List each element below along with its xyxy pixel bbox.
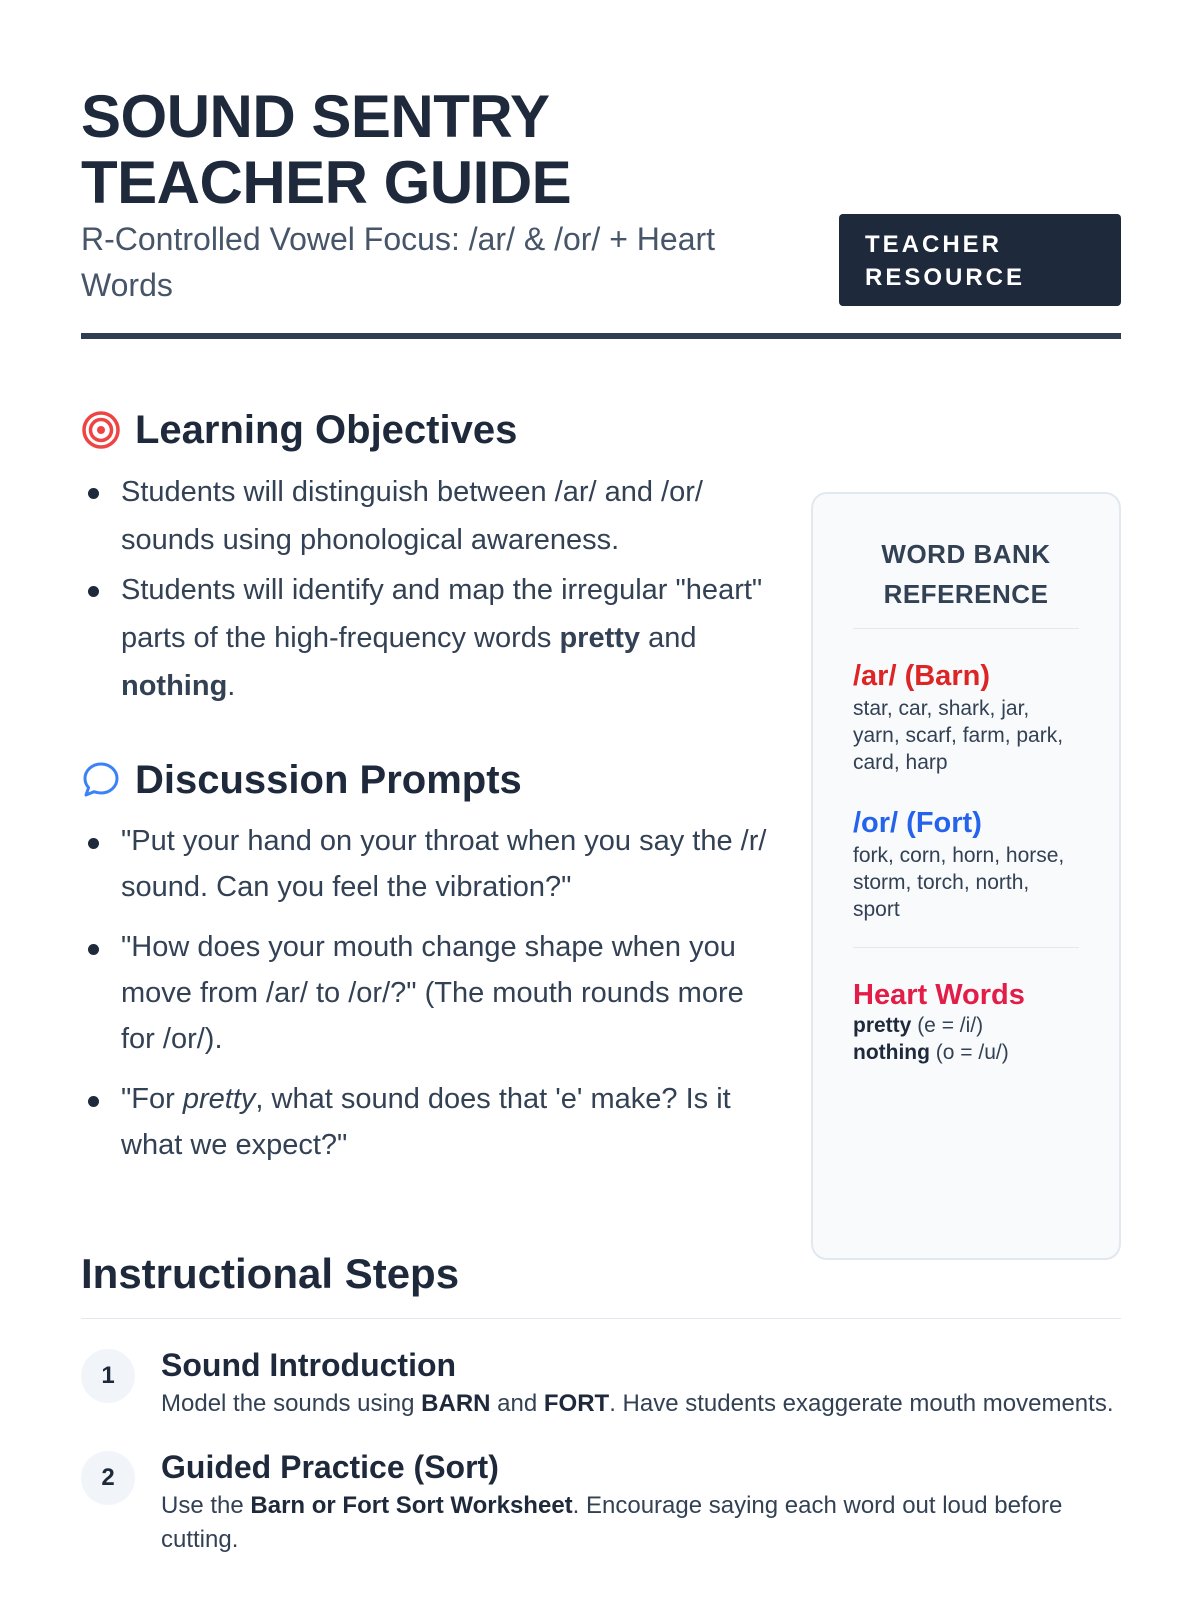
objective-text: Students will distinguish between /ar/ and /or/ sounds using phonological awareness. (121, 476, 703, 556)
teacher-resource-badge: TEACHER RESOURCE (839, 214, 1121, 306)
objectives-title: Learning Objectives (135, 407, 518, 452)
ar-word-list: star, car, shark, jar, yarn, scarf, farm, park, card, harp (853, 697, 1064, 774)
heart-word-group (853, 978, 1079, 1066)
step-description (161, 1489, 1121, 1557)
step-keyword: Barn or Fort Sort Worksheet (250, 1492, 573, 1519)
prompt-text-end: , what sound does that 'e' make? Is it what we expect?" (121, 1083, 731, 1161)
prompt-text: "Put your hand on your throat when you say the /r/ sound. Can you feel the vibration?" (121, 825, 767, 903)
bullet-icon (88, 944, 99, 955)
list-item (81, 924, 771, 1062)
discussion-heading (81, 754, 771, 806)
step-text: . Have students exaggerate mouth movements. (609, 1390, 1114, 1417)
step-keyword: FORT (543, 1390, 610, 1417)
step-number-badge: 2 (81, 1451, 135, 1505)
main-content (81, 404, 1121, 1174)
or-word-group (853, 806, 1079, 923)
list-item (81, 1076, 771, 1168)
heart-word-entry (853, 1012, 1079, 1039)
discussion-title: Discussion Prompts (135, 757, 522, 802)
step-text: Model the sounds using (161, 1390, 422, 1417)
discussion-list (81, 818, 771, 1168)
step-item (81, 1445, 1121, 1557)
list-item (81, 468, 771, 564)
objective-text-end: . (227, 670, 236, 702)
heart-word-entry (853, 1039, 1079, 1066)
list-item (81, 818, 771, 910)
step-number-badge: 1 (81, 1349, 135, 1403)
heart-word-pretty: pretty (559, 622, 641, 654)
header-divider (81, 333, 1121, 339)
left-column (81, 404, 771, 1182)
page-title: SOUND SENTRY TEACHER GUIDE (81, 83, 572, 216)
word-bank-card (811, 492, 1121, 1260)
list-item (81, 566, 771, 710)
objectives-list (81, 468, 771, 710)
objective-text-start: Students will identify and map the irregular "heart" parts of the high-frequency words (121, 574, 763, 654)
steps-heading: Instructional Steps (81, 1244, 1121, 1319)
bullet-icon (88, 488, 99, 499)
page-subtitle: R-Controlled Vowel Focus: /ar/ & /or/ + Heart Words (81, 221, 716, 303)
bullet-icon (88, 1096, 99, 1107)
prompt-text: "How does your mouth change shape when you move from /ar/ to /or/?" (The mouth rounds more for /or/). (121, 931, 744, 1055)
word-bank-title: WORD BANK REFERENCE (853, 534, 1079, 629)
heart-group-title: Heart Words (853, 979, 1025, 1011)
speech-bubble-icon (81, 760, 121, 800)
instructional-steps (81, 1244, 1121, 1557)
heart-word: pretty (853, 1014, 912, 1037)
bullet-icon (88, 838, 99, 849)
heart-word-nothing: nothing (121, 670, 228, 702)
or-word-list: fork, corn, horn, horse, storm, torch, north, sport (853, 844, 1065, 921)
objective-text-middle: and (640, 622, 697, 654)
word-bank-divider (853, 947, 1079, 948)
or-group-title: /or/ (Fort) (853, 807, 982, 839)
teacher-guide-page (81, 83, 1121, 1553)
step-keyword: BARN (421, 1390, 491, 1417)
heart-word-note: (e = /i/) (911, 1014, 984, 1037)
target-icon (81, 410, 121, 450)
step-description (161, 1387, 1121, 1421)
step-title: Guided Practice (Sort) (161, 1449, 499, 1485)
step-item (81, 1343, 1121, 1421)
bullet-icon (88, 586, 99, 597)
step-text: . Encourage saying each word out loud before cutting. (161, 1492, 1063, 1553)
prompt-text-start: "For (121, 1083, 183, 1115)
step-text: Use the (161, 1492, 251, 1519)
ar-word-group (853, 659, 1079, 776)
objectives-heading (81, 404, 771, 456)
step-text: and (490, 1390, 544, 1417)
guide-header (81, 84, 1121, 340)
heart-word: nothing (853, 1041, 930, 1064)
prompt-word: pretty (182, 1083, 256, 1115)
step-title: Sound Introduction (161, 1347, 457, 1383)
ar-group-title: /ar/ (Barn) (853, 660, 990, 692)
heart-word-note: (o = /u/) (929, 1041, 1009, 1064)
